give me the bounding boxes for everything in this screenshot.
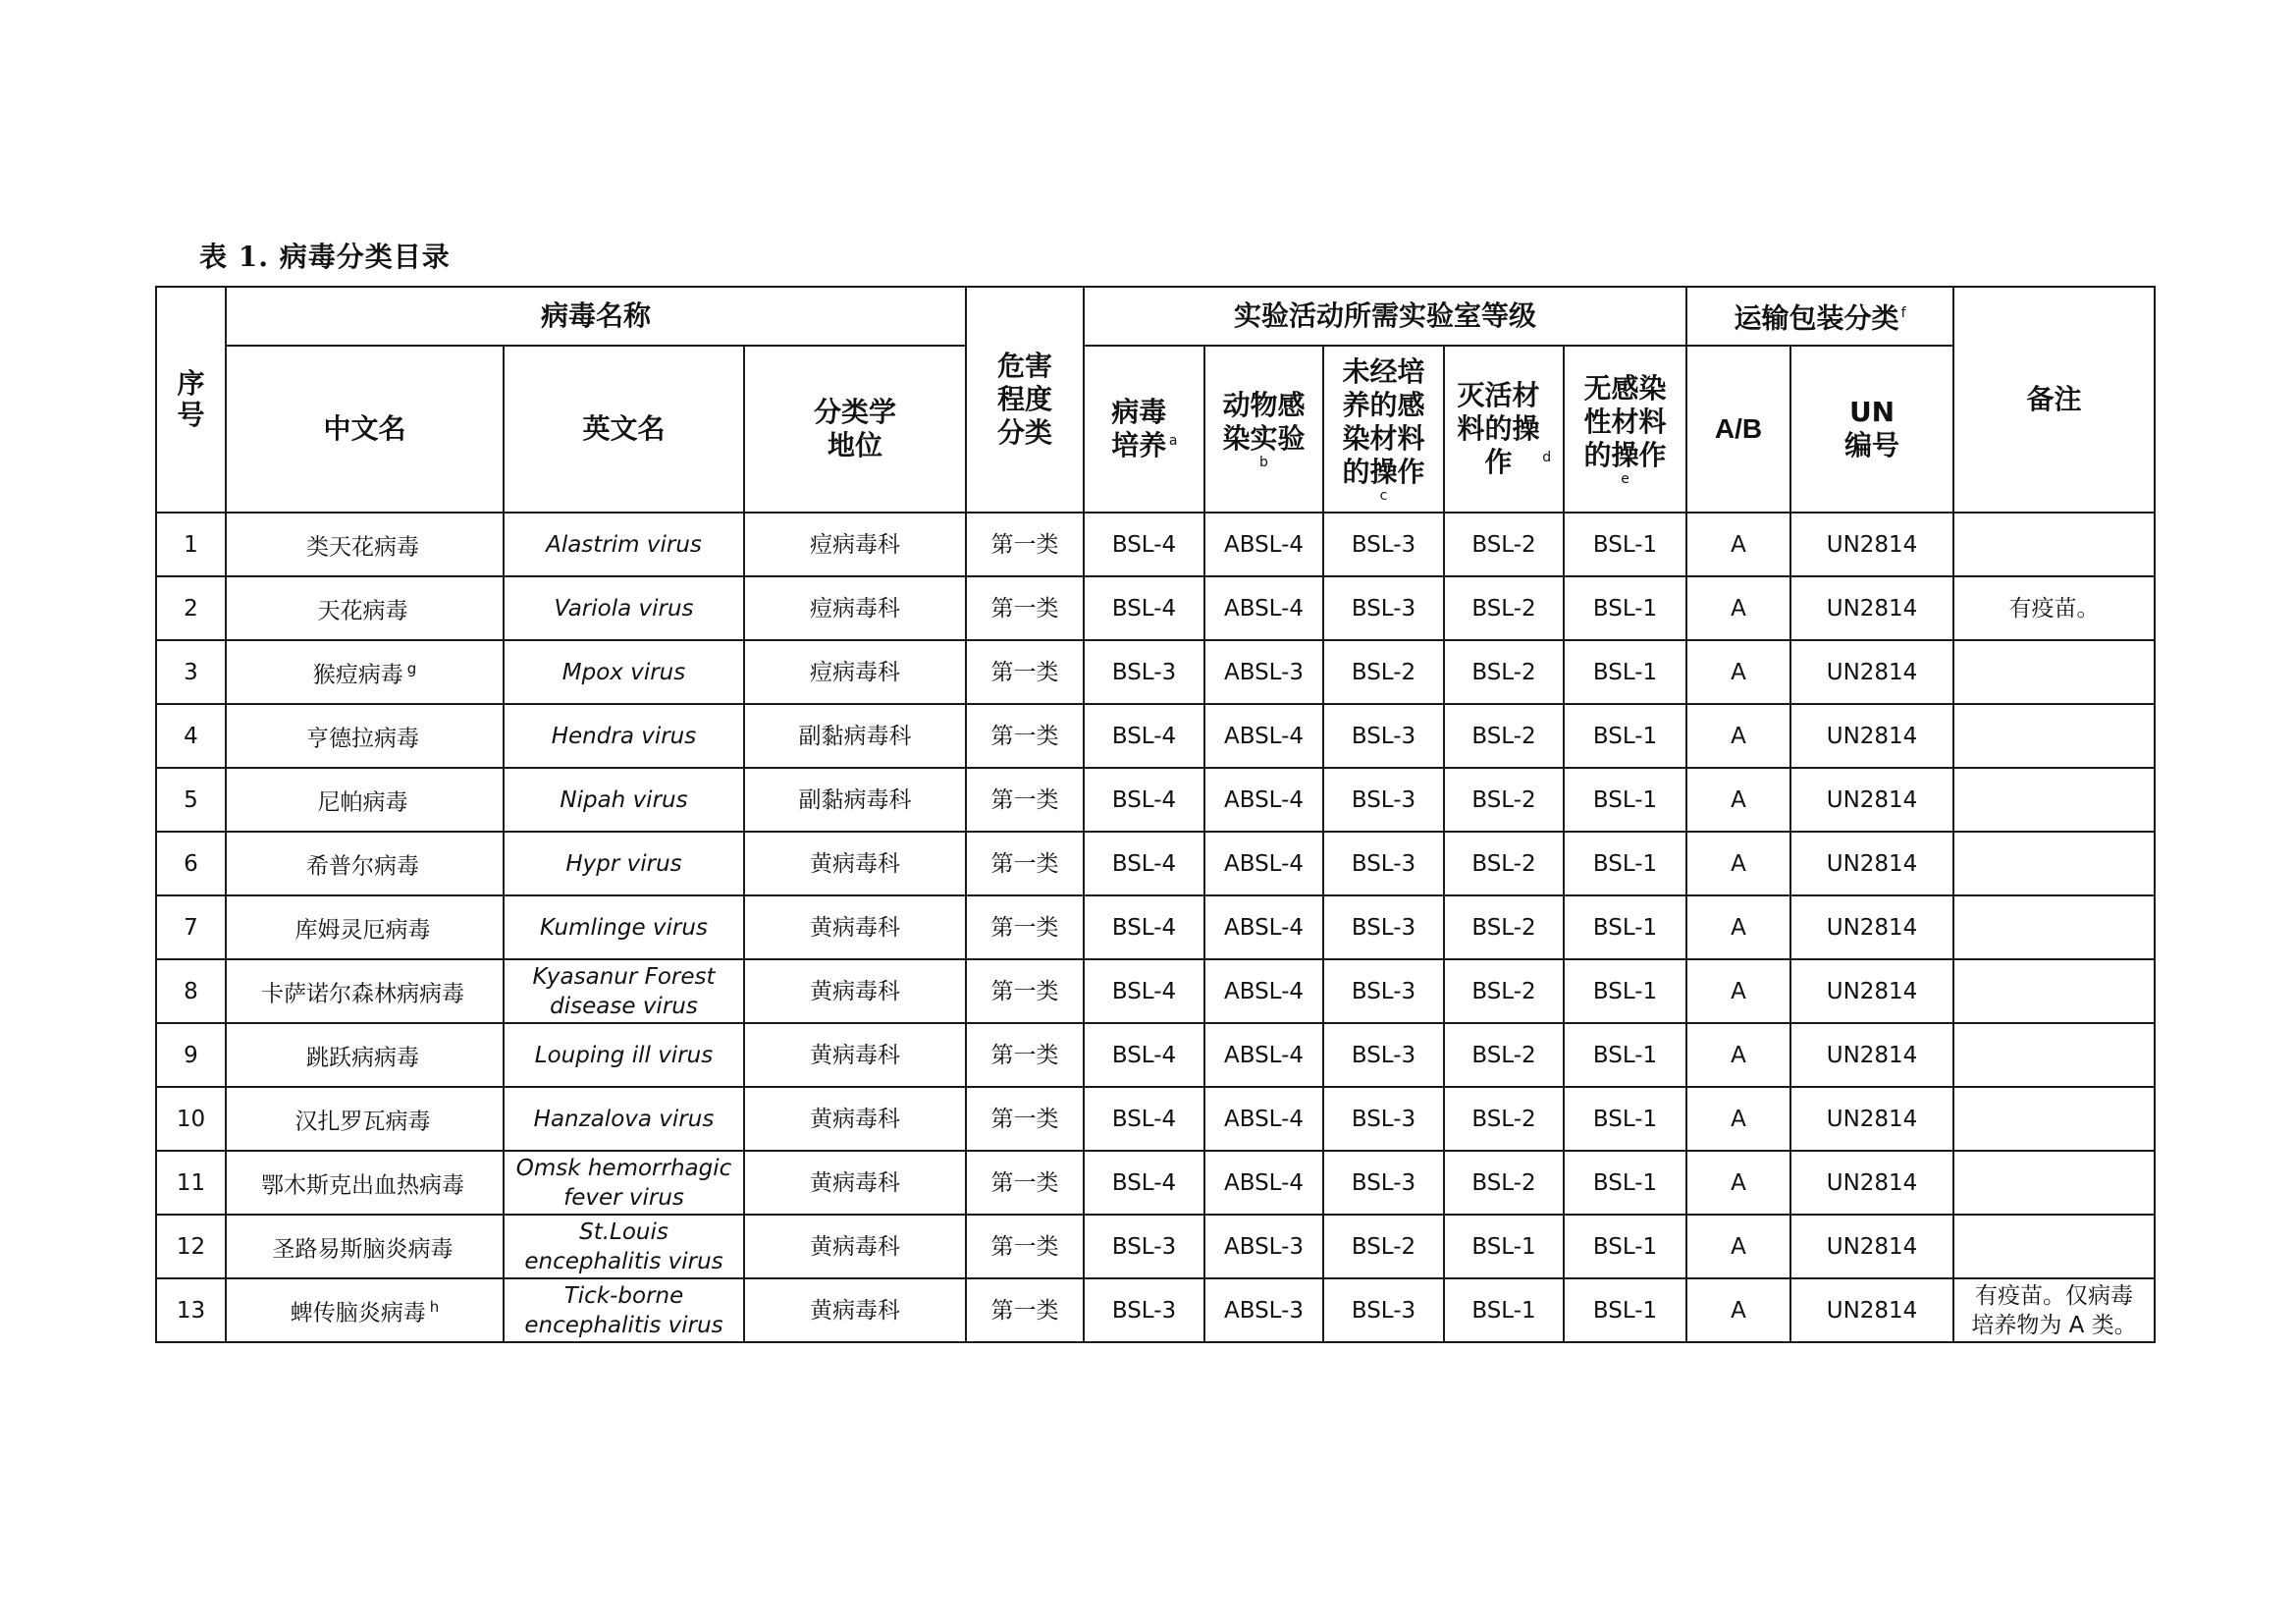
cn-name-text: 鄂木斯克出血热病毒 <box>261 1172 464 1199</box>
cell-uncultured: BSL-2 <box>1323 1215 1444 1278</box>
table-caption: 表 1. 病毒分类目录 <box>199 241 451 273</box>
cell-taxonomy: 黄病毒科 <box>744 959 966 1023</box>
cell-risk: 第一类 <box>966 895 1084 959</box>
cell-culture: BSL-4 <box>1084 895 1204 959</box>
cell-animal: ABSL-4 <box>1204 513 1323 576</box>
cn-name-text: 天花病毒 <box>317 598 408 624</box>
cell-inactivated: BSL-2 <box>1444 1087 1564 1151</box>
header-noninfectious: 无感染性材料的操作 e <box>1564 346 1686 513</box>
table-row <box>156 1023 2155 1087</box>
table-row <box>156 832 2155 895</box>
cell-animal: ABSL-4 <box>1204 1151 1323 1215</box>
cn-name-text: 圣路易斯脑炎病毒 <box>272 1236 454 1263</box>
cell-animal: ABSL-4 <box>1204 1023 1323 1087</box>
cell-cn-name <box>226 1023 504 1087</box>
cell-inactivated: BSL-2 <box>1444 832 1564 895</box>
cell-cn-name <box>226 513 504 576</box>
cell-seq: 7 <box>156 895 226 959</box>
cell-taxonomy: 黄病毒科 <box>744 1023 966 1087</box>
cell-inactivated: BSL-1 <box>1444 1278 1564 1342</box>
cell-uncultured: BSL-3 <box>1323 959 1444 1023</box>
table-row <box>156 959 2155 1023</box>
header-risk: 危害程度分类 <box>966 287 1084 513</box>
cell-cn-name <box>226 576 504 640</box>
cell-cn-name <box>226 768 504 832</box>
cell-seq: 10 <box>156 1087 226 1151</box>
cell-inactivated: BSL-2 <box>1444 576 1564 640</box>
cell-un: UN2814 <box>1790 832 1953 895</box>
header-ab: A/B <box>1686 346 1790 513</box>
cell-uncultured: BSL-3 <box>1323 1278 1444 1342</box>
cell-en-name: Variola virus <box>504 576 744 640</box>
cell-noninfectious: BSL-1 <box>1564 1278 1686 1342</box>
cell-seq: 6 <box>156 832 226 895</box>
cell-uncultured: BSL-2 <box>1323 640 1444 704</box>
cell-un: UN2814 <box>1790 768 1953 832</box>
cell-remarks <box>1953 704 2155 768</box>
cn-name-text: 跳跃病病毒 <box>306 1045 419 1071</box>
table-row <box>156 576 2155 640</box>
cell-taxonomy: 副黏病毒科 <box>744 768 966 832</box>
cell-un: UN2814 <box>1790 576 1953 640</box>
table-row <box>156 704 2155 768</box>
cn-name-text: 库姆灵厄病毒 <box>294 917 431 944</box>
cell-ab: A <box>1686 768 1790 832</box>
cell-animal: ABSL-4 <box>1204 768 1323 832</box>
header-virus-name: 病毒名称 <box>226 287 966 346</box>
cell-un: UN2814 <box>1790 1023 1953 1087</box>
cell-animal: ABSL-3 <box>1204 1278 1323 1342</box>
header-remarks: 备注 <box>1953 287 2155 513</box>
header-inactivated: 灭活材料的操作 $^d$ <box>1444 346 1564 513</box>
header-transport: 运输包装分类 $^f$ <box>1686 287 1953 346</box>
cell-seq: 12 <box>156 1215 226 1278</box>
cell-un: UN2814 <box>1790 895 1953 959</box>
cell-ab: A <box>1686 1215 1790 1278</box>
cell-uncultured: BSL-3 <box>1323 1087 1444 1151</box>
cell-en-name: Kyasanur Forest disease virus <box>504 959 744 1023</box>
cn-name-text: 尼帕病毒 <box>317 789 408 816</box>
cell-taxonomy: 黄病毒科 <box>744 1278 966 1342</box>
cell-risk: 第一类 <box>966 640 1084 704</box>
cell-remarks <box>1953 895 2155 959</box>
cell-uncultured: BSL-3 <box>1323 576 1444 640</box>
cell-seq: 9 <box>156 1023 226 1087</box>
cell-uncultured: BSL-3 <box>1323 768 1444 832</box>
cell-ab: A <box>1686 513 1790 576</box>
cell-culture: BSL-4 <box>1084 1151 1204 1215</box>
cell-noninfectious: BSL-1 <box>1564 576 1686 640</box>
cell-risk: 第一类 <box>966 832 1084 895</box>
cell-taxonomy: 黄病毒科 <box>744 895 966 959</box>
cell-risk: 第一类 <box>966 959 1084 1023</box>
cell-taxonomy: 黄病毒科 <box>744 832 966 895</box>
table-row <box>156 768 2155 832</box>
cell-ab: A <box>1686 704 1790 768</box>
cell-uncultured: BSL-3 <box>1323 895 1444 959</box>
cell-un: UN2814 <box>1790 1087 1953 1151</box>
table-row <box>156 1087 2155 1151</box>
cell-remarks <box>1953 1151 2155 1215</box>
table-body <box>156 513 2155 1342</box>
cell-remarks <box>1953 1087 2155 1151</box>
header-cn-name: 中文名 <box>226 346 504 513</box>
cell-seq: 13 <box>156 1278 226 1342</box>
cell-animal: ABSL-4 <box>1204 895 1323 959</box>
cell-ab: A <box>1686 895 1790 959</box>
cell-taxonomy: 痘病毒科 <box>744 640 966 704</box>
footnote-marker: g <box>406 660 417 678</box>
cell-culture: BSL-4 <box>1084 832 1204 895</box>
cell-ab: A <box>1686 1087 1790 1151</box>
cell-culture: BSL-3 <box>1084 640 1204 704</box>
cell-en-name: Mpox virus <box>504 640 744 704</box>
cell-noninfectious: BSL-1 <box>1564 1023 1686 1087</box>
cell-en-name: Tick-borne encephalitis virus <box>504 1278 744 1342</box>
cell-remarks <box>1953 640 2155 704</box>
cell-un: UN2814 <box>1790 1278 1953 1342</box>
cell-cn-name <box>226 832 504 895</box>
cell-uncultured: BSL-3 <box>1323 1151 1444 1215</box>
cn-name-text: 亨德拉病毒 <box>306 726 419 752</box>
header-en-name: 英文名 <box>504 346 744 513</box>
header-taxonomy: 分类学地位 <box>744 346 966 513</box>
header-seq: 序号 <box>156 287 226 513</box>
cell-un: UN2814 <box>1790 1215 1953 1278</box>
cell-seq: 8 <box>156 959 226 1023</box>
cell-animal: ABSL-3 <box>1204 1215 1323 1278</box>
cell-ab: A <box>1686 576 1790 640</box>
cell-un: UN2814 <box>1790 704 1953 768</box>
cell-risk: 第一类 <box>966 1215 1084 1278</box>
cell-culture: BSL-4 <box>1084 576 1204 640</box>
cell-culture: BSL-4 <box>1084 1087 1204 1151</box>
cell-animal: ABSL-4 <box>1204 704 1323 768</box>
footnote-marker: h <box>429 1298 440 1317</box>
cell-culture: BSL-3 <box>1084 1278 1204 1342</box>
cell-uncultured: BSL-3 <box>1323 513 1444 576</box>
cell-noninfectious: BSL-1 <box>1564 704 1686 768</box>
cell-inactivated: BSL-2 <box>1444 1023 1564 1087</box>
cell-cn-name <box>226 1278 504 1342</box>
cell-un: UN2814 <box>1790 640 1953 704</box>
cell-en-name: Hypr virus <box>504 832 744 895</box>
cell-remarks <box>1953 1215 2155 1278</box>
cell-inactivated: BSL-2 <box>1444 1151 1564 1215</box>
cell-en-name: Kumlinge virus <box>504 895 744 959</box>
cell-seq: 5 <box>156 768 226 832</box>
cell-culture: BSL-4 <box>1084 1023 1204 1087</box>
cell-animal: ABSL-4 <box>1204 832 1323 895</box>
cell-taxonomy: 副黏病毒科 <box>744 704 966 768</box>
header-lab-level: 实验活动所需实验室等级 <box>1084 287 1686 346</box>
table-row <box>156 1151 2155 1215</box>
cell-noninfectious: BSL-1 <box>1564 1215 1686 1278</box>
cell-inactivated: BSL-2 <box>1444 895 1564 959</box>
cell-seq: 3 <box>156 640 226 704</box>
header-culture: 病毒培养 $^a$ <box>1084 346 1204 513</box>
cell-risk: 第一类 <box>966 1023 1084 1087</box>
table-row <box>156 1215 2155 1278</box>
cell-uncultured: BSL-3 <box>1323 704 1444 768</box>
cell-seq: 4 <box>156 704 226 768</box>
cell-seq: 11 <box>156 1151 226 1215</box>
header-un: UN编号 <box>1790 346 1953 513</box>
cell-en-name: Alastrim virus <box>504 513 744 576</box>
cell-un: UN2814 <box>1790 1151 1953 1215</box>
cell-noninfectious: BSL-1 <box>1564 832 1686 895</box>
table-row <box>156 1278 2155 1342</box>
cell-noninfectious: BSL-1 <box>1564 1151 1686 1215</box>
cell-culture: BSL-4 <box>1084 704 1204 768</box>
cell-noninfectious: BSL-1 <box>1564 768 1686 832</box>
cell-cn-name <box>226 1151 504 1215</box>
cell-inactivated: BSL-2 <box>1444 768 1564 832</box>
cell-noninfectious: BSL-1 <box>1564 959 1686 1023</box>
cell-cn-name <box>226 1215 504 1278</box>
virus-classification-table <box>155 286 2156 1343</box>
cell-risk: 第一类 <box>966 576 1084 640</box>
cell-remarks: 有疫苗。仅病毒培养物为 A 类。 <box>1953 1278 2155 1342</box>
cell-ab: A <box>1686 1151 1790 1215</box>
cell-taxonomy: 痘病毒科 <box>744 513 966 576</box>
cell-noninfectious: BSL-1 <box>1564 513 1686 576</box>
cell-en-name: Louping ill virus <box>504 1023 744 1087</box>
cell-remarks <box>1953 959 2155 1023</box>
cell-inactivated: BSL-2 <box>1444 959 1564 1023</box>
cell-remarks: 有疫苗。 <box>1953 576 2155 640</box>
cell-culture: BSL-4 <box>1084 768 1204 832</box>
cell-uncultured: BSL-3 <box>1323 1023 1444 1087</box>
table-row <box>156 640 2155 704</box>
cell-remarks <box>1953 768 2155 832</box>
cell-ab: A <box>1686 832 1790 895</box>
cell-animal: ABSL-4 <box>1204 1087 1323 1151</box>
cell-un: UN2814 <box>1790 513 1953 576</box>
cell-remarks <box>1953 1023 2155 1087</box>
header-uncultured: 未经培养的感染材料的操作 c <box>1323 346 1444 513</box>
cell-risk: 第一类 <box>966 768 1084 832</box>
cell-ab: A <box>1686 959 1790 1023</box>
cell-ab: A <box>1686 1023 1790 1087</box>
cell-ab: A <box>1686 1278 1790 1342</box>
cell-risk: 第一类 <box>966 1087 1084 1151</box>
cn-name-text: 卡萨诺尔森林病病毒 <box>261 981 464 1007</box>
cell-uncultured: BSL-3 <box>1323 832 1444 895</box>
cell-un: UN2814 <box>1790 959 1953 1023</box>
cell-cn-name <box>226 640 504 704</box>
cell-ab: A <box>1686 640 1790 704</box>
table-row <box>156 895 2155 959</box>
cell-animal: ABSL-4 <box>1204 576 1323 640</box>
cell-en-name: Omsk hemorrhagic fever virus <box>504 1151 744 1215</box>
cell-noninfectious: BSL-1 <box>1564 1087 1686 1151</box>
cell-inactivated: BSL-2 <box>1444 513 1564 576</box>
cell-cn-name <box>226 1087 504 1151</box>
cell-risk: 第一类 <box>966 1151 1084 1215</box>
cell-inactivated: BSL-2 <box>1444 704 1564 768</box>
cell-risk: 第一类 <box>966 513 1084 576</box>
cell-noninfectious: BSL-1 <box>1564 895 1686 959</box>
header-animal: 动物感染实验 b <box>1204 346 1323 513</box>
cn-name-text: 汉扎罗瓦病毒 <box>294 1109 431 1135</box>
cell-en-name: Hanzalova virus <box>504 1087 744 1151</box>
cell-culture: BSL-4 <box>1084 959 1204 1023</box>
cell-cn-name <box>226 704 504 768</box>
cell-taxonomy: 黄病毒科 <box>744 1151 966 1215</box>
cell-taxonomy: 痘病毒科 <box>744 576 966 640</box>
cell-culture: BSL-3 <box>1084 1215 1204 1278</box>
cell-inactivated: BSL-1 <box>1444 1215 1564 1278</box>
cell-remarks <box>1953 832 2155 895</box>
cell-animal: ABSL-4 <box>1204 959 1323 1023</box>
table-row <box>156 513 2155 576</box>
cell-en-name: Hendra virus <box>504 704 744 768</box>
cell-seq: 2 <box>156 576 226 640</box>
cell-inactivated: BSL-2 <box>1444 640 1564 704</box>
cell-risk: 第一类 <box>966 1278 1084 1342</box>
cell-en-name: St.Louis encephalitis virus <box>504 1215 744 1278</box>
cell-risk: 第一类 <box>966 704 1084 768</box>
cell-culture: BSL-4 <box>1084 513 1204 576</box>
cell-en-name: Nipah virus <box>504 768 744 832</box>
cell-seq: 1 <box>156 513 226 576</box>
cell-cn-name <box>226 959 504 1023</box>
cell-taxonomy: 黄病毒科 <box>744 1087 966 1151</box>
cell-noninfectious: BSL-1 <box>1564 640 1686 704</box>
cell-taxonomy: 黄病毒科 <box>744 1215 966 1278</box>
cn-name-text: 希普尔病毒 <box>306 853 419 880</box>
cell-remarks <box>1953 513 2155 576</box>
cn-name-text: 猴痘病毒 <box>312 662 403 688</box>
cell-cn-name <box>226 895 504 959</box>
cell-animal: ABSL-3 <box>1204 640 1323 704</box>
cn-name-text: 类天花病毒 <box>306 534 419 561</box>
cn-name-text: 蜱传脑炎病毒 <box>290 1300 426 1326</box>
